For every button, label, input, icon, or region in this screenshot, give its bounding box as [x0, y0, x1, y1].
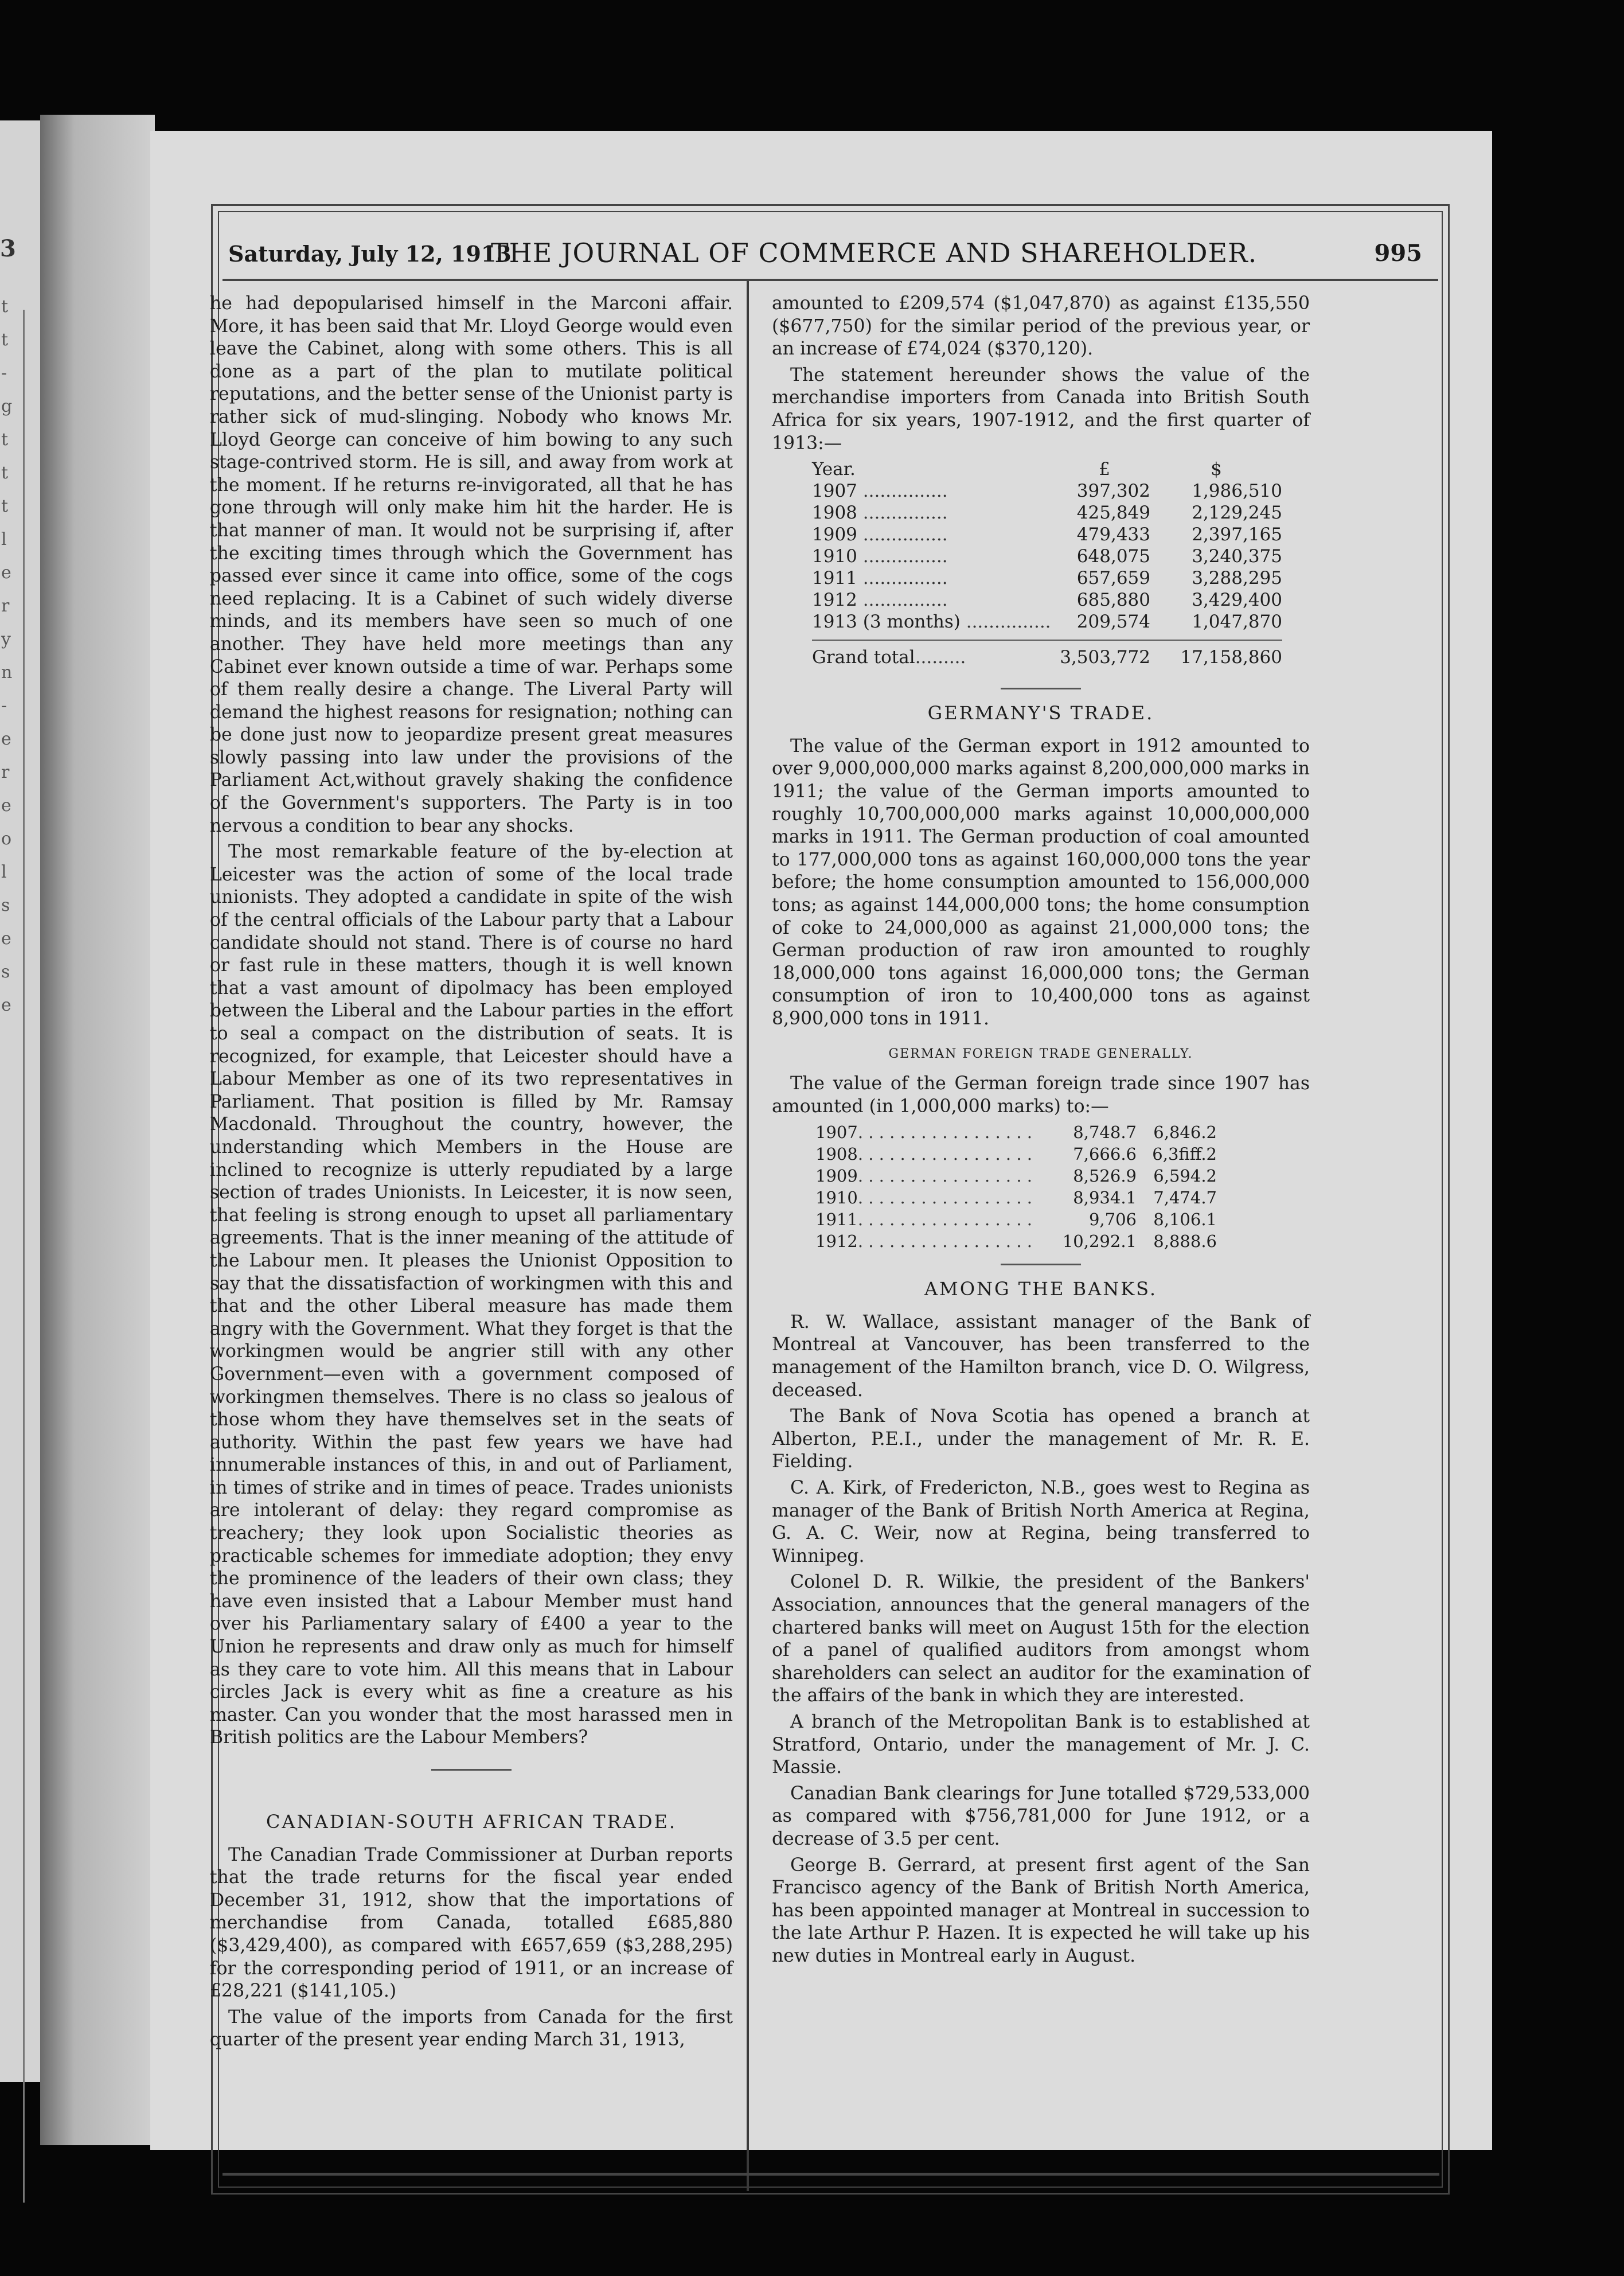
bank-news-item: Canadian Bank clearings for June totalled $729,533,000 as compared with $756,781,000 for June 1912, or a decrease of 3.5 per cent. — [772, 1783, 1310, 1849]
row-value-b: 8,888.6 — [1153, 1231, 1217, 1252]
grand-total-row: Grand total......... 3,503,772 17,158,860 — [812, 640, 1282, 668]
grand-total-dollars: 17,158,860 — [1150, 640, 1282, 668]
row-dollars: 1,986,510 — [1192, 481, 1282, 502]
row-year: 1907 — [812, 481, 857, 502]
row-value-a: 8,748.7 — [1073, 1123, 1137, 1143]
table-row: 1907 ............... 397,302 1,986,510 — [812, 481, 1282, 502]
section-rule — [431, 1769, 512, 1771]
adjacent-page-fragment: s — [1, 962, 10, 982]
table-row: 1907. . . . . . . . . . . . . . . . . 8,748.7 6,846.2 — [815, 1123, 1217, 1143]
adjacent-page-fragment: y — [1, 629, 11, 649]
foreign-trade-table — [815, 1121, 1217, 1252]
page-number: 995 — [1374, 240, 1422, 267]
adjacent-page-fragment: e — [1, 796, 11, 816]
table-row: 1908. . . . . . . . . . . . . . . . . 7,666.6 6,3fiff.2 — [815, 1144, 1217, 1164]
row-pounds: 648,075 — [1076, 546, 1150, 567]
section-rule — [1001, 1264, 1081, 1265]
row-year: 1909 — [815, 1166, 858, 1186]
adjacent-page-fragment: g — [1, 396, 13, 416]
row-dollars: 3,240,375 — [1192, 546, 1282, 567]
row-pounds: 425,849 — [1076, 502, 1150, 524]
row-dollars: 3,429,400 — [1192, 590, 1282, 611]
adjacent-page-fragment: t — [1, 330, 9, 350]
adjacent-page-fragment: t — [1, 463, 9, 483]
header-dollars: $ — [1211, 459, 1222, 480]
article-paragraph: amounted to £209,574 ($1,047,870) as against £135,550 ($677,750) for the similar period of the previous year, or an increase of £74,024 ($370,120). — [772, 293, 1310, 360]
section-heading-germanys-trade: GERMANY'S TRADE. — [927, 702, 1154, 724]
row-value-b: 6,3fiff.2 — [1152, 1144, 1217, 1164]
bank-news-item: Colonel D. R. Wilkie, the president of the Bankers' Association, announces that the general managers of the chartered banks will meet on August 15th for the election of a panel of qualified auditors from amongst whom shareholders can select an auditor for the examination of the affairs of the bank in which they are interested. — [772, 1572, 1310, 1706]
adjacent-page-fragment: o — [1, 829, 12, 849]
section-heading-among-the-banks: AMONG THE BANKS. — [924, 1278, 1158, 1300]
page-header — [222, 233, 1438, 281]
row-year: 1912 — [815, 1231, 858, 1252]
row-value-a: 8,934.1 — [1073, 1188, 1137, 1208]
row-value-b: 7,474.7 — [1153, 1188, 1217, 1208]
row-value-b: 6,594.2 — [1153, 1166, 1217, 1186]
row-pounds: 479,433 — [1076, 524, 1150, 545]
row-year: 1910 — [815, 1188, 858, 1208]
adjacent-page-fragment: s — [1, 895, 10, 915]
row-year: 1909 — [812, 524, 857, 545]
row-value-a: 10,292.1 — [1062, 1231, 1137, 1252]
table-header-row — [812, 458, 1282, 480]
row-dollars: 2,129,245 — [1192, 502, 1282, 524]
import-table — [812, 458, 1282, 668]
table-row: 1909 ............... 479,433 2,397,165 — [812, 524, 1282, 545]
adjacent-page-fragment: l — [1, 862, 7, 882]
adjacent-page-fragment: - — [1, 363, 7, 383]
bottom-rule — [222, 2173, 1439, 2176]
section-heading-canadian-south-african-trade: CANADIAN-SOUTH AFRICAN TRADE. — [266, 1811, 677, 1833]
adjacent-page-fragment: t — [1, 496, 9, 516]
row-pounds: 657,659 — [1076, 568, 1150, 589]
adjacent-page-fragment: n — [1, 662, 13, 683]
column-divider — [747, 281, 749, 2191]
adjacent-page-number: 3 — [0, 235, 16, 262]
row-value-a: 9,706 — [1088, 1210, 1137, 1230]
table-row: 1909. . . . . . . . . . . . . . . . . 8,526.9 6,594.2 — [815, 1166, 1217, 1186]
article-paragraph: The value of the German export in 1912 amounted to over 9,000,000,000 marks against 8,200,000,000 marks in 1911; the value of the German imports amounted to roughly 10,700,000,000 marks against 10,000,000,000 marks in 1911. The German production of coal amounted to 177,000,000 tons as against 160,000,000 tons the year before; the home consumption amounted to 156,000,000 tons; as against 144,000,000 tons; the home consumption of coke to 24,000,000 as against 21,000,000 tons; the German production of raw iron amounted to roughly 18,000,000 tons against 16,000,000 tons; the German consumption of iron to 10,400,000 tons as against 8,900,000 tons in 1911. — [772, 735, 1310, 1029]
section-heading-german-foreign-trade: GERMAN FOREIGN TRADE GENERALLY. — [888, 1047, 1193, 1062]
book-spine — [40, 115, 155, 2145]
row-year: 1911 — [815, 1210, 858, 1230]
adjacent-page-edge — [0, 120, 40, 2082]
adjacent-page-fragment: e — [1, 729, 11, 749]
article-paragraph: The value of the German foreign trade since 1907 has amounted (in 1,000,000 marks) to:— — [772, 1073, 1310, 1117]
banks-news — [772, 1311, 1310, 1968]
article-paragraph: The Canadian Trade Commissioner at Durban reports that the trade returns for the fiscal year ended December 31, 1912, show that the importations of merchandise from Canada, totalled £685,880 ($3,429,400), as compared with £657,659 ($3,288,295) for the corresponding period of 1911, or an increase of £28,221 ($141,105.) — [210, 1844, 733, 2002]
header-year: Year. — [812, 459, 856, 480]
row-dollars: 2,397,165 — [1192, 524, 1282, 545]
table-row: 1910. . . . . . . . . . . . . . . . . 8,934.1 7,474.7 — [815, 1188, 1217, 1208]
adjacent-page-rule — [23, 310, 25, 2203]
table-row: 1910 ............... 648,075 3,240,375 — [812, 546, 1282, 567]
row-year: 1912 — [812, 590, 857, 611]
adjacent-page-fragment: r — [1, 596, 10, 616]
row-year: 1908 — [812, 502, 857, 524]
right-column — [772, 293, 1310, 1971]
bank-news-item: George B. Gerrard, at present first agent of the San Francisco agency of the Bank of British North America, has been appointed manager at Montreal in succession to the late Arthur P. Hazen. It is expected he will take up his new duties in Montreal early in August. — [772, 1854, 1310, 1966]
journal-title: THE JOURNAL OF COMMERCE AND SHAREHOLDER. — [491, 237, 1258, 268]
row-year: 1907 — [815, 1123, 858, 1143]
header-pounds: £ — [1099, 459, 1110, 480]
adjacent-page-fragment: t — [1, 297, 9, 317]
row-dollars: 1,047,870 — [1192, 611, 1282, 633]
section-rule — [1001, 688, 1081, 689]
row-pounds: 209,574 — [1076, 611, 1150, 633]
article-paragraph: The statement hereunder shows the value of the merchandise importers from Canada into British South Africa for six years, 1907-1912, and the first quarter of 1913:— — [772, 364, 1310, 454]
article-paragraph: The value of the imports from Canada for the first quarter of the present year ending March 31, 1913, — [210, 2006, 733, 2051]
grand-total-label: Grand total — [812, 647, 915, 668]
row-year: 1910 — [812, 546, 857, 567]
adjacent-page-fragment: e — [1, 563, 11, 583]
bank-news-item: R. W. Wallace, assistant manager of the Bank of Montreal at Vancouver, has been transferred to the management of the Hamilton branch, vice D. O. Wilgress, deceased. — [772, 1311, 1310, 1401]
row-value-b: 6,846.2 — [1153, 1123, 1217, 1143]
adjacent-page-fragment: l — [1, 529, 7, 549]
row-year: 1908 — [815, 1144, 858, 1164]
row-value-a: 7,666.6 — [1073, 1144, 1137, 1164]
row-pounds: 397,302 — [1076, 481, 1150, 502]
article-paragraph: The most remarkable feature of the by-election at Leicester was the action of some of the local trade unionists. They adopted a candidate in spite of the wish of the central officials of the Labour party that a Labour candidate should not stand. There is of course no hard or fast rule in these matters, though it is well known that a vast amount of dipolmacy has been employed between the Liberal and the Labour parties in the effort to seal a compact on the distribution of seats. It is recognized, for example, that Leicester should have a Labour Member as one of its two representatives in Parliament. That position is filled by Mr. Ramsay Macdonald. Throughout the country, however, the understanding which Members in the House are inclined to recognize is utterly repudiated by a large section of trades Unionists. In Leicester, it is now seen, that feeling is strong enough to upset all parliamentary agreements. That is the inner meaning of the attitude of the Labour men. It pleases the Unionist Opposition to say that the dissatisfaction of workingmen with this and that and the other Liberal measure has made them angry with the Government. What they forget is that the workingmen would be angrier still with any other Government—even with a government composed of workingmen themselves. There is no class so jealous of those whom they have themselves set in the seats of authority. Within the past few years we have had innumerable instances of this, in and out of Parliament, in times of strike and in times of peace. Trades unionists are intolerant of delay: they regard compromise as treachery; they look upon Socialistic theories as practicable schemes for immediate adoption; they envy the prominence of the leaders of their own class; they have even insisted that a Labour Member must hand over his Parliamentary salary of £400 a year to the Union he represents and draw only as much for himself as they care to vote him. All this means that in Labour circles Jack is every whit as fine a creature as his master. Can you wonder that the most harassed men in British politics are the Labour Members? — [210, 841, 733, 1748]
article-paragraph: he had depopularised himself in the Marconi affair. More, it has been said that Mr. Lloyd George would even leave the Cabinet, along with some others. This is all done as a part of the plan to mutilate political reputations, and the better sense of the Unionist party is rather sick of mud-slinging. Nobody who knows Mr. Lloyd George can conceive of him bowing to any such stage-contrived storm. He is sill, and away from work at the moment. If he returns re-invigorated, all that he has gone through will only make him hit the harder. He is that manner of man. It would not be surprising if, after the exciting times through which the Government has passed ever since it came into office, some of the cogs need replacing. It is a Cabinet of such widely diverse minds, and its members have seen so much of one another. They have held more meetings than any Cabinet ever known outside a time of war. Perhaps some of them really desire a change. The Liveral Party will demand the highest reasons for resignation; nothing can be done just now to jeopardize present great measures slowly passing into law under the provisions of the Parliament Act,without gravely shaking the confidence of the Government's supporters. The Party is in too nervous a condition to bear any shocks. — [210, 293, 733, 836]
adjacent-page-fragment: e — [1, 929, 11, 949]
adjacent-page-fragment: e — [1, 995, 11, 1015]
row-pounds: 685,880 — [1076, 590, 1150, 611]
table-row: 1911 ............... 657,659 3,288,295 — [812, 568, 1282, 589]
bank-news-item: C. A. Kirk, of Fredericton, N.B., goes west to Regina as manager of the Bank of British North America at Regina, G. A. C. Weir, now at Regina, being transferred to Winnipeg. — [772, 1478, 1310, 1566]
row-dollars: 3,288,295 — [1192, 568, 1282, 589]
grand-total-pounds: 3,503,772 — [1059, 640, 1150, 668]
adjacent-page-fragment: t — [1, 430, 9, 450]
table-row: 1913 (3 months) ............... 209,574 1,047,870 — [812, 611, 1282, 633]
row-value-a: 8,526.9 — [1073, 1166, 1137, 1186]
left-column — [210, 293, 733, 2055]
issue-date: Saturday, July 12, 1913 — [228, 241, 512, 267]
bank-news-item: A branch of the Metropolitan Bank is to established at Stratford, Ontario, under the management of Mr. J. C. Massie. — [772, 1711, 1310, 1778]
row-year: 1911 — [812, 568, 857, 589]
bank-news-item: The Bank of Nova Scotia has opened a branch at Alberton, P.E.I., under the management of Mr. R. E. Fielding. — [772, 1406, 1310, 1472]
table-row: 1908 ............... 425,849 2,129,245 — [812, 502, 1282, 524]
table-row: 1912. . . . . . . . . . . . . . . . . 10,292.1 8,888.6 — [815, 1231, 1217, 1252]
row-year: 1913 (3 months) — [812, 611, 961, 633]
table-row: 1912 ............... 685,880 3,429,400 — [812, 590, 1282, 611]
row-value-b: 8,106.1 — [1153, 1210, 1217, 1230]
adjacent-page-fragment: - — [1, 696, 7, 716]
table-row: 1911. . . . . . . . . . . . . . . . . 9,706 8,106.1 — [815, 1210, 1217, 1230]
journal-page — [150, 131, 1492, 2150]
adjacent-page-fragment: r — [1, 762, 10, 782]
